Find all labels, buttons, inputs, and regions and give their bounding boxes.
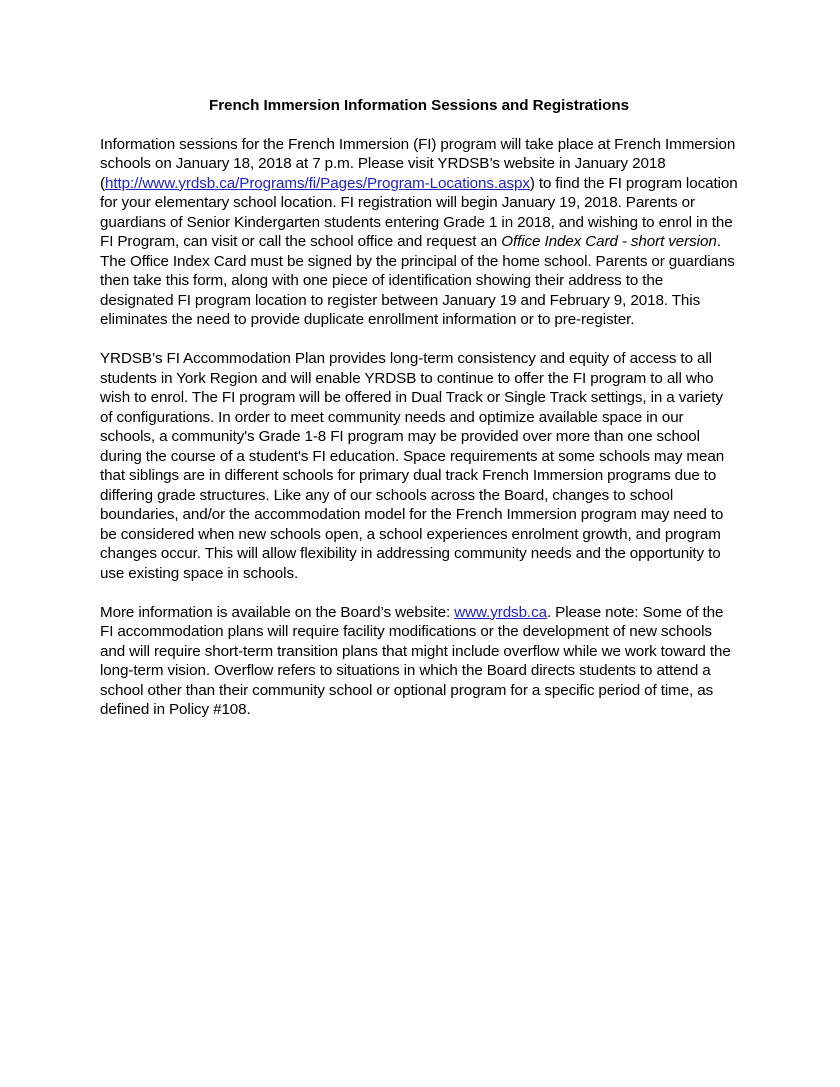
- document-body: [100, 96, 738, 720]
- paragraph-2: [100, 349, 738, 583]
- paragraph-1-text-before-link: Information sessions for the French Immersion (FI) program will take place at French Immersion schools on January 18, 2018 at 7 p.m. Please visit YRDSB’s website in January 2018 (: [100, 135, 736, 192]
- paragraph-1: [100, 135, 738, 330]
- paragraph-3-text-after-link: . Please note: Some of the FI accommodation plans will require facility modifications or the development of new schools and will require short-term transition plans that might include overflow while we work toward the long-term vision. Overflow refers to situations in which the Board directs students to attend a school other than their community school or optional program for a specific period of time, as defined in Policy #108.: [100, 603, 731, 718]
- paragraph-1-text-tail: . The Office Index Card must be signed by the principal of the home school. Parents or guardians then take this form, along with one piece of identification showing their address to the designated FI program location to register between January 19 and February 9, 2018. This eliminates the need to provide duplicate enrollment information or to pre-register.: [100, 233, 735, 328]
- paragraph-3: [100, 603, 738, 720]
- page-title: French Immersion Information Sessions and Registrations: [208, 97, 630, 114]
- program-locations-link[interactable]: http://www.yrdsb.ca/Programs/fi/Pages/Program-Locations.aspx: [104, 174, 530, 192]
- paragraph-3-text-before-link: More information is available on the Board’s website:: [100, 603, 455, 621]
- office-index-card-emphasis: Office Index Card - short version: [501, 233, 717, 250]
- paragraph-1-text-after-link: ) to find the FI program location for your elementary school location. FI registration will begin January 19, 2018. Parents or guardians of Senior Kindergarten students entering Grade 1 in 2018, and wishing to enrol in the FI Program, can visit or call the school office and request an: [100, 174, 738, 250]
- yrdsb-website-link[interactable]: www.yrdsb.ca: [454, 603, 547, 621]
- paragraph-2-text: YRDSB’s FI Accommodation Plan provides long-term consistency and equity of access to all students in York Region and will enable YRDSB to continue to offer the FI program to all who wish to enrol. The FI program will be offered in Dual Track or Single Track settings, in a variety of configurations. In order to meet community needs and optimize available space in our schools, a community's Grade 1-8 FI program may be provided over more than one school during the course of a student's FI education. Space requirements at some schools may mean that siblings are in different schools for primary dual track French Immersion programs due to differing grade structures. Like any of our schools across the Board, changes to school boundaries, and/or the accommodation model for the French Immersion program may need to be considered when new schools open, a school experiences enrolment growth, and program changes occur. This will allow flexibility in addressing community needs and the opportunity to use existing space in schools.: [100, 350, 725, 582]
